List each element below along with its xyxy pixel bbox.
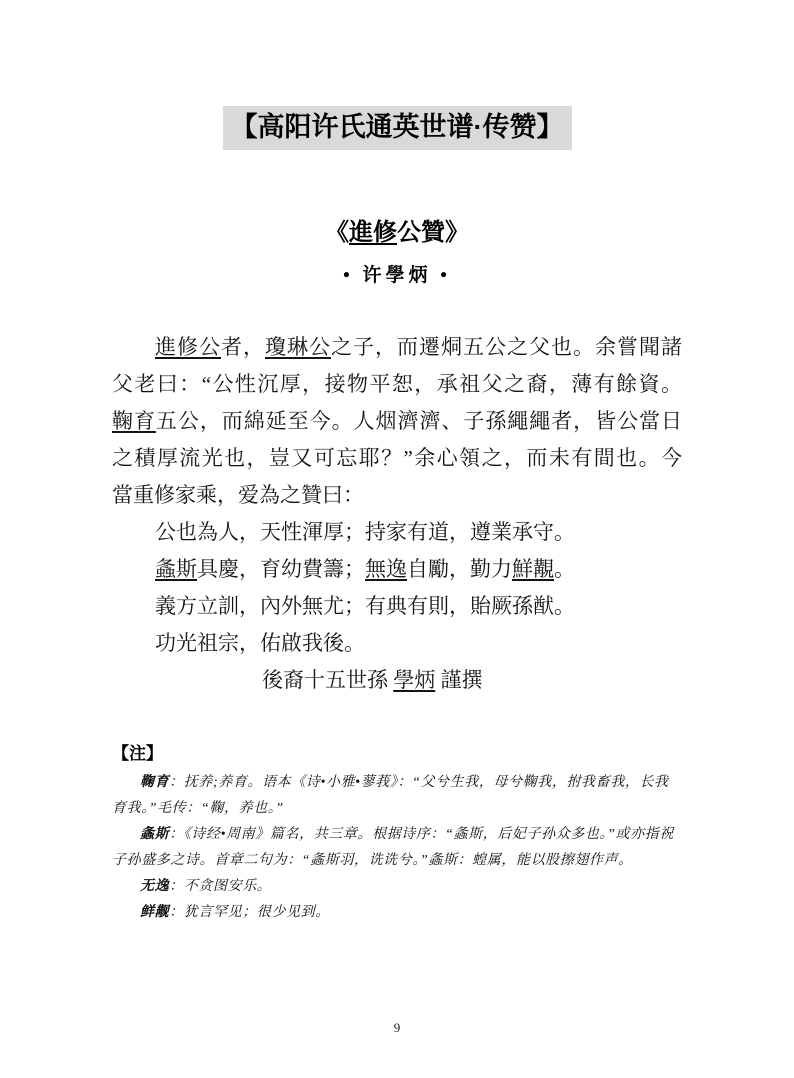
text-segment: 自勵，勤力 bbox=[407, 556, 512, 581]
text-segment: 父老曰：“公性沉厚，接物平恕，承祖父之裔，薄有餘資。 bbox=[112, 371, 682, 396]
underlined-text: 瓊琳公 bbox=[265, 334, 331, 359]
note-item bbox=[112, 822, 682, 874]
body-line bbox=[112, 588, 682, 625]
text-segment: 之子，而遷烔五公之父也。余嘗聞諸 bbox=[331, 334, 682, 359]
text-segment: 。 bbox=[554, 556, 575, 581]
note-term: 无逸 bbox=[140, 878, 170, 894]
underlined-text: 進修公 bbox=[155, 334, 221, 359]
note-text: ：《诗经•周南》篇名，共三章。根据诗序：“螽斯，后妃子孙众多也。”或亦指祝子孙盛多之诗。首章二句为：“螽斯羽，诜诜兮。”螽斯：蝗属，能以股擦翅作声。 bbox=[112, 826, 674, 868]
text-segment: 功光祖宗，佑啟我後。 bbox=[155, 630, 365, 655]
note-text: ：犹言罕见；很少见到。 bbox=[169, 904, 330, 920]
underlined-text: 進修 bbox=[349, 218, 397, 246]
text-segment: 之積厚流光也，豈又可忘耶？”余心領之，而未有間也。今 bbox=[112, 445, 682, 470]
underlined-text: 螽斯 bbox=[155, 556, 197, 581]
text-segment: 後裔十五世孫 bbox=[262, 667, 394, 692]
text-segment: 《 bbox=[325, 218, 349, 246]
underlined-text: 鮮覯 bbox=[512, 556, 554, 581]
text-segment: 當重修家乘，爱為之贊曰： bbox=[112, 482, 364, 507]
note-term: 鲜觏 bbox=[140, 904, 170, 920]
body-line bbox=[112, 625, 682, 662]
body-line bbox=[112, 514, 682, 551]
note-term: 螽斯 bbox=[140, 826, 170, 842]
text-segment: 謹撰 bbox=[435, 667, 483, 692]
underlined-text: 學炳 bbox=[393, 667, 436, 692]
note-item bbox=[112, 770, 682, 822]
notes-list bbox=[112, 770, 682, 926]
note-text: ：不贪图安乐。 bbox=[169, 878, 272, 894]
notes-header: 【注】 bbox=[112, 743, 163, 763]
underlined-text: 鞠育 bbox=[112, 408, 156, 433]
text-segment: 公贊》 bbox=[397, 218, 469, 246]
body-line bbox=[112, 329, 682, 366]
note-term: 鞠育 bbox=[140, 774, 170, 790]
note-item bbox=[112, 900, 682, 926]
underlined-text: 無逸 bbox=[365, 556, 407, 581]
body-line bbox=[112, 551, 682, 588]
text-segment: 義方立訓，內外無尤；有典有則，貽厥孫猷。 bbox=[155, 593, 575, 618]
text-segment: 具慶，育幼費籌； bbox=[197, 556, 365, 581]
body-line bbox=[112, 440, 682, 477]
text-segment: 者， bbox=[221, 334, 265, 359]
text-segment: 五公，而綿延至今。人烟濟濟、子孫繩繩者，皆公當日 bbox=[155, 408, 682, 433]
attribution-line bbox=[262, 662, 794, 699]
author-line: • 许學炳 • bbox=[343, 264, 451, 286]
body-line bbox=[112, 403, 682, 440]
text-segment: 公也為人，天性渾厚；持家有道，遵業承守。 bbox=[155, 519, 575, 544]
note-item bbox=[112, 874, 682, 900]
body-line bbox=[112, 366, 682, 403]
body-line bbox=[112, 477, 682, 514]
body-text bbox=[112, 329, 682, 662]
notes-section bbox=[112, 739, 682, 926]
series-title-row bbox=[0, 0, 794, 150]
series-title: 【高阳许氏通英世谱·传赞】 bbox=[223, 106, 572, 150]
page-number: 9 bbox=[393, 1020, 401, 1035]
note-text: ：抚养;养育。语本《诗•小雅•蓼莪》：“父兮生我，母兮鞠我，拊我畜我，长我育我。”毛传：“鞠，养也。” bbox=[112, 774, 669, 816]
article-title bbox=[0, 212, 794, 247]
